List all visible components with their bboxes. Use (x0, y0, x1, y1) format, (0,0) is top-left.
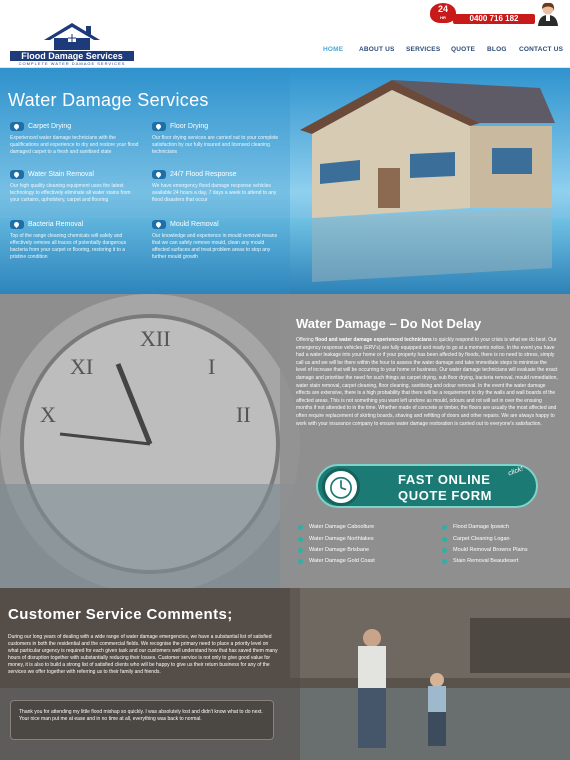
logo-tagline: COMPLETE WATER DAMAGE SERVICES (18, 61, 126, 66)
link-water-damage-gold-coast[interactable]: Water Damage Gold Coast (298, 558, 375, 564)
drop-icon (152, 220, 166, 229)
nav-blog[interactable]: BLOG (487, 46, 507, 53)
service-title: Carpet Drying (28, 123, 72, 130)
hero-section (0, 68, 570, 294)
fast-online-quote-button[interactable] (316, 464, 538, 508)
svg-text:XI: XI (70, 354, 94, 379)
nav-quote[interactable]: QUOTE (451, 46, 476, 53)
operator-avatar (537, 2, 559, 26)
service-24-7-flood-response[interactable] (152, 170, 282, 204)
link-stain-removal-beaudesert[interactable]: Stain Removal Beaudesert (442, 558, 518, 564)
svg-text:X: X (40, 402, 56, 427)
service-title: Water Stain Removal (28, 171, 94, 178)
site-logo[interactable] (10, 22, 134, 66)
service-text: Our knowledge and experience in mould removal means that we can safely remove mould, clean any mould affected surfaces and treat problem areas to stop any further mould growth (152, 233, 278, 260)
link-water-damage-caboolture[interactable]: Water Damage Caboolture (298, 524, 374, 530)
service-mould-removal[interactable] (152, 220, 282, 261)
service-title: Mould Removal (170, 221, 219, 228)
stopwatch-icon (322, 468, 360, 506)
drop-icon (152, 170, 166, 179)
nav-services[interactable]: SERVICES (406, 46, 441, 53)
link-carpet-cleaning-logan[interactable]: Carpet Cleaning Logan (442, 536, 510, 542)
drop-icon (152, 122, 166, 131)
quote-line-1: FAST ONLINE (398, 472, 491, 487)
badge-label: HR (440, 15, 446, 20)
link-flood-damage-ipswich[interactable]: Flood Damage Ipswich (442, 524, 509, 530)
service-title: 24/7 Flood Response (170, 171, 237, 178)
service-floor-drying[interactable] (152, 122, 282, 156)
testimonial-box: Thank you for attending my little flood mishap so quickly. I was absolutely lost and didn't know what to do next. Your nice man put me at ease and in no time at all, everything was back to normal. (10, 700, 274, 740)
quote-line-2: QUOTE FORM (398, 488, 493, 503)
section-body (296, 337, 558, 428)
customer-comments-section (0, 588, 570, 760)
service-text: Top of the range cleaning chemicals will safely and effectively remove all traces of potentially dangerous bacteria from your carpet or flooring, restoring it to a pristine condition (10, 233, 127, 260)
service-text: Our high quality cleaning equipment uses the latest technology to effectively eliminate all water stains from your curtains, upholstery, carpet and flooring (10, 183, 131, 203)
house-logo-icon (42, 22, 102, 50)
link-water-damage-northlakes[interactable]: Water Damage Northlakes (298, 536, 374, 542)
link-water-damage-brisbane[interactable]: Water Damage Brisbane (298, 547, 369, 553)
service-title: Floor Drying (170, 123, 209, 130)
service-bacteria-removal[interactable] (10, 220, 140, 261)
nav-about-us[interactable]: ABOUT US (359, 46, 395, 53)
service-text: Our floor drying services are carried out to your complete satisfaction by our fully insured and licensed cleaning technicians (152, 135, 279, 155)
phone-number[interactable]: 0400 716 182 (453, 14, 535, 24)
svg-text:I: I (208, 354, 216, 379)
section-body: During our long years of dealing with a wide range of water damage emergencies, we have a substantial list of satisfied customers in both the residential and the commercial fields. We recognise the primary need to place a priority level on what particular urgency is required for each given task and our customers well understand how that has saved them many hours of disruption together with substantially reducing their losses. Customer service is not only to give good value for money, it is also to build a strong list of satisfied clients who will be happy to give us their return business for any of the services we offer together with referring us to their family and friends. (8, 634, 278, 675)
service-text: Experienced water damage technicians with the qualifications and experience to dry and restore your flood damaged carpet to a fresh and sanitised state (10, 135, 139, 155)
logo-title: Flood Damage Services (10, 51, 134, 61)
drop-icon (10, 170, 24, 179)
click-label: click! (507, 465, 525, 478)
service-text: We have emergency flood damage response vehicles available 24 hours a day, 7 days a week to attend to any flood disasters that occur (152, 183, 277, 203)
hero-title: Water Damage Services (8, 90, 209, 110)
do-not-delay-section (0, 294, 570, 588)
badge-number: 24 (437, 4, 448, 14)
service-title: Bacteria Removal (28, 221, 84, 228)
section-title: Water Damage – Do Not Delay (296, 316, 482, 331)
site-header (0, 0, 570, 68)
service-carpet-drying[interactable] (10, 122, 140, 156)
body-rest: to quickly respond to your crisis is what we do best. Our emergency response vehicles (ERV's) are fully equipped and ready to go at a moments notice. In the event you have had a water leakage into your home or if your property has been affected by floods, there is no need to stress, simply call us and we will be there within the hour to assess the water damage and take immediate steps to minimise the level of increase that will be occurring to your home or business. Our water damage technicians will evaluate the exact damage and prioritise the need for such things as carpet drying, sub floor drying, bacteria removal, mould remediation, water stain removal, carpet cleaning, floor cleaning, sanitising and odour removal. In the event the water damage effects are extensive, there is a high probability that there will be a requirement to dry the walls and wall boards of the affected areas. This is not something you want left undone as mould, odours and rot will set in over the ensuing months if not attended to in the time. Whether made of concrete or timber, the floors are usually the most affected and often require replacement of skirting boards, shaving and refitting of doors and other repairs. We are always happy to work with your insurance company to ensure water damage restoration is carried out to everyone's satisfaction. (296, 337, 558, 427)
nav-contact-us[interactable]: CONTACT US (519, 46, 564, 53)
link-mould-removal-browns-plains[interactable]: Mould Removal Browns Plains (442, 547, 528, 553)
nav-home[interactable]: HOME (323, 46, 344, 53)
section-title: Customer Service Comments; (8, 606, 233, 623)
drop-icon (10, 220, 24, 229)
svg-text:XII: XII (140, 326, 171, 351)
drop-icon (10, 122, 24, 131)
body-intro: Offering (296, 337, 316, 343)
body-highlight: flood and water damage experienced technicians (315, 337, 432, 343)
svg-text:II: II (236, 402, 251, 427)
service-water-stain-removal[interactable] (10, 170, 140, 204)
